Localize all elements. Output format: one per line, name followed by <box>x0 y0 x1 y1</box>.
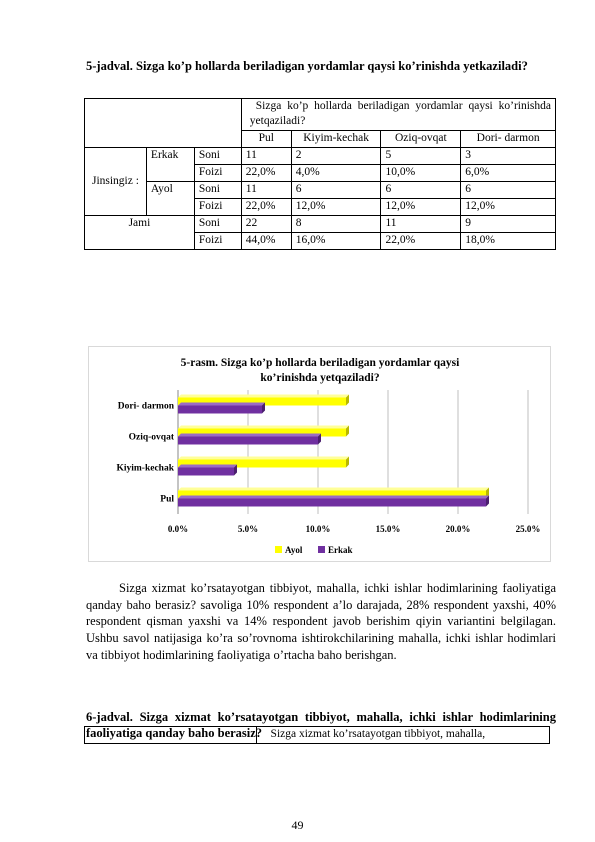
bar-top-face <box>178 426 349 429</box>
legend-label: Ayol <box>285 545 303 555</box>
table6-heading: 6-jadval. Sizga xizmat ko’rsatayotgan tibbiyot, mahalla, ichki ishlar hodimlarining faoliyatiga qanday baho berasiz? <box>86 710 556 740</box>
table6-corner <box>85 727 257 744</box>
ayol-label: Ayol <box>146 182 194 216</box>
cell: 16,0% <box>291 233 381 250</box>
cell: 22,0% <box>241 199 291 216</box>
cell: 6 <box>291 182 381 199</box>
table6 <box>84 726 550 744</box>
x-tick-label: 25.0% <box>515 524 541 534</box>
cell: 12,0% <box>291 199 381 216</box>
col-header: Pul <box>241 131 291 148</box>
table6-header: Sizga xizmat ko’rsatayotgan tibbiyot, mahalla, <box>256 727 549 744</box>
bar-top-face <box>178 496 489 499</box>
table5 <box>84 98 556 250</box>
col-header: Kiyim-kechak <box>291 131 381 148</box>
row-type: Foizi <box>194 165 241 182</box>
cell: 10,0% <box>381 165 461 182</box>
row-type: Soni <box>194 216 241 233</box>
row-type: Soni <box>194 182 241 199</box>
total-label: Jami <box>85 216 195 250</box>
x-tick-label: 15.0% <box>375 524 401 534</box>
chart-title-line2: ko’rinishda yetqaziladi? <box>260 372 380 384</box>
category-label: Kiyim-kechak <box>116 463 174 474</box>
bar-top-face <box>178 465 237 468</box>
body-paragraph: Sizga xizmat ko’rsatayotgan tibbiyot, mahalla, ichki ishlar hodimlarining faoliyatiga qanday baho berasiz? savoliga 10% respondent a’lo darajada, 28% respondent yaxshi, 40% respondent qisman yaxshi va 14% respondent javob berishim qiyin variantini belgilagan. Ushbu savol natijasiga ko’ra so’rovnoma ishtirokchilarining mahalla, ichki ishlar hodimlari va tibbiyot hodimlarining faoliyatiga o’rtacha baho berishgan. <box>86 581 556 662</box>
bar-erkak <box>178 468 234 476</box>
chart-title-line1: 5-rasm. Sizga ko’p hollarda beriladigan yordamlar qaysi <box>180 357 460 369</box>
category-label: Dori- darmon <box>117 401 174 412</box>
cell: 44,0% <box>241 233 291 250</box>
category-label: Pul <box>160 494 174 505</box>
row-type: Foizi <box>194 233 241 250</box>
cell: 22,0% <box>381 233 461 250</box>
legend-label: Erkak <box>328 545 353 555</box>
cell: 11 <box>241 148 291 165</box>
cell: 6 <box>461 182 556 199</box>
category-label: Oziq-ovqat <box>128 432 174 443</box>
bar-erkak <box>178 437 318 445</box>
cell: 22 <box>241 216 291 233</box>
legend-swatch <box>318 546 325 553</box>
cell: 12,0% <box>461 199 556 216</box>
col-header: Dori- darmon <box>461 131 556 148</box>
bar-chart <box>88 346 551 562</box>
x-tick-label: 10.0% <box>305 524 331 534</box>
cell: 4,0% <box>291 165 381 182</box>
x-tick-label: 5.0% <box>237 524 259 534</box>
table5-corner <box>85 99 242 148</box>
table5-heading: 5-jadval. Sizga ko’p hollarda beriladigan yordamlar qaysi ko’rinishda yetkaziladi? <box>86 59 528 73</box>
cell: 2 <box>291 148 381 165</box>
table-row <box>85 182 556 199</box>
cell: 22,0% <box>241 165 291 182</box>
cell: 12,0% <box>381 199 461 216</box>
x-tick-label: 20.0% <box>445 524 471 534</box>
table-row <box>85 216 556 233</box>
bar-erkak <box>178 406 262 414</box>
col-header: Oziq-ovqat <box>381 131 461 148</box>
page-number: 49 <box>291 818 304 832</box>
cell: 18,0% <box>461 233 556 250</box>
bar-top-face <box>178 395 349 398</box>
cell: 5 <box>381 148 461 165</box>
table5-header-main: Sizga ko’p hollarda beriladigan yordamlar qaysi ko’rinishda yetqaziladi? <box>241 99 555 131</box>
bar-top-face <box>178 403 265 406</box>
row-type: Foizi <box>194 199 241 216</box>
legend-swatch <box>275 546 282 553</box>
gender-label: Jinsingiz : <box>85 148 147 216</box>
cell: 11 <box>381 216 461 233</box>
cell: 9 <box>461 216 556 233</box>
bar-top-face <box>178 434 321 437</box>
cell: 3 <box>461 148 556 165</box>
x-tick-label: 0.0% <box>167 524 189 534</box>
table-row <box>85 148 556 165</box>
erkak-label: Erkak <box>146 148 194 182</box>
cell: 6,0% <box>461 165 556 182</box>
bar-erkak <box>178 499 486 507</box>
cell: 11 <box>241 182 291 199</box>
bar-top-face <box>178 457 349 460</box>
cell: 8 <box>291 216 381 233</box>
row-type: Soni <box>194 148 241 165</box>
bar-top-face <box>178 488 489 491</box>
cell: 6 <box>381 182 461 199</box>
